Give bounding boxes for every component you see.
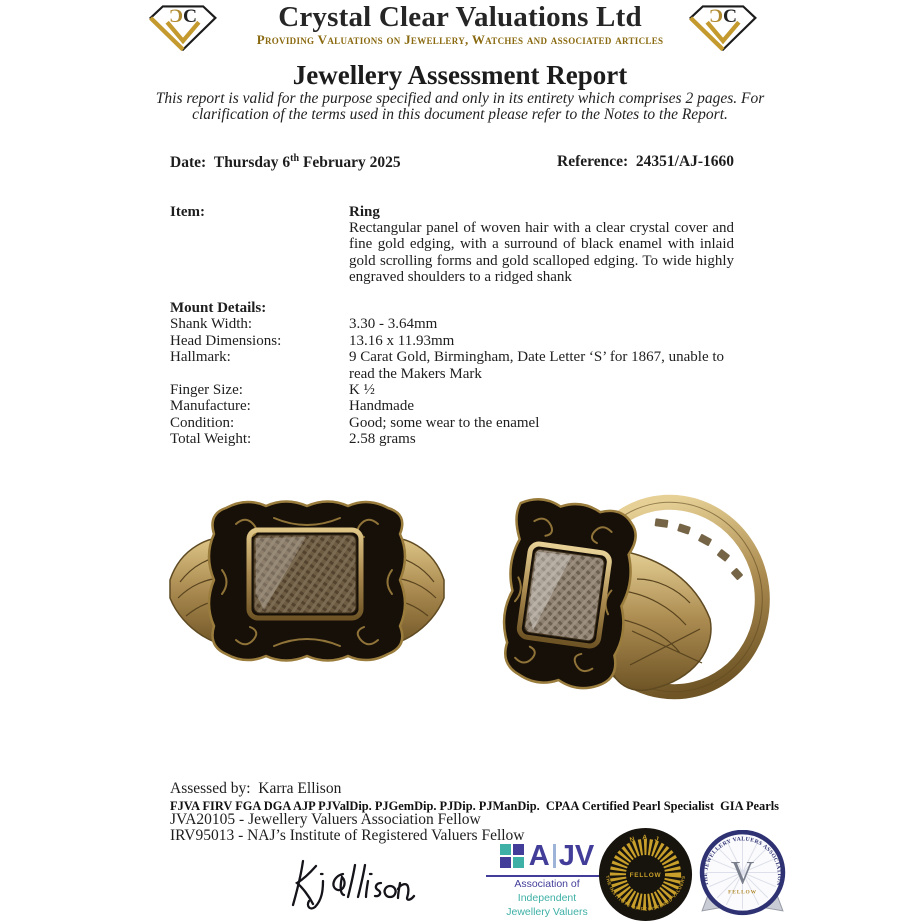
mount-row-total-weight	[170, 431, 734, 447]
mount-details	[170, 300, 734, 448]
svg-text:ƆC	[709, 6, 737, 27]
naj-center-text: FELLOW	[629, 871, 662, 879]
mount-row-finger-size	[170, 382, 734, 398]
naj-top-text: N A J	[629, 834, 663, 845]
mount-row-hallmark	[170, 349, 734, 382]
valuer-credentials: FJVA FIRV FGA DGA AJP PJValDip. PJGemDip. PJDip. PJManDip. CPAA Certified Pearl Specialist GIA Pearls	[170, 799, 779, 813]
mount-row-manufacture	[170, 398, 734, 414]
logo-letter-right: C	[723, 6, 738, 28]
membership-jva: JVA20105 - Jewellery Valuers Association Fellow	[170, 811, 481, 828]
date-value: Thursday 6	[213, 154, 291, 172]
report-title: Jewellery Assessment Report	[292, 60, 628, 90]
row-value: Good; some wear to the enamel	[349, 414, 540, 431]
disclaimer-line-1: This report is valid for the purpose specified and only in its entirety which comprises 2 pages. For	[155, 90, 765, 107]
date-label: Date:	[170, 154, 207, 172]
row-value: Handmade	[349, 398, 414, 415]
company-name: Crystal Clear Valuations Ltd	[278, 1, 642, 33]
aijv-underline	[486, 875, 608, 877]
ring-photo-side	[462, 487, 774, 709]
logo-letter-right: C	[183, 6, 198, 28]
aijv-line-3: Jewellery Valuers	[506, 906, 588, 918]
membership-irv: IRV95013 - NAJ’s Institute of Registered Valuers Fellow	[170, 827, 525, 844]
item-name: Ring	[349, 204, 380, 220]
row-label: Head Dimensions:	[170, 332, 282, 349]
row-label: Total Weight:	[170, 431, 252, 448]
aijv-acronym	[529, 841, 594, 871]
reference-label: Reference:	[557, 153, 629, 170]
row-label: Manufacture:	[170, 398, 251, 415]
row-label: Shank Width:	[170, 316, 253, 333]
mount-details-heading: Mount Details:	[170, 300, 267, 316]
jva-center-letter: V	[730, 854, 755, 891]
aijv-squares-icon	[500, 844, 524, 868]
aijv-divider	[553, 844, 556, 868]
company-tagline: Providing Valuations on Jewellery, Watches and associated articles	[256, 32, 664, 47]
aijv-letter-a: A	[528, 840, 550, 872]
jva-fellow-text: FELLOW	[728, 889, 757, 896]
naj-fellow-seal	[598, 827, 693, 922]
jva-ring-text: THE JEWELLERY VALUERS ASSOCIATION	[703, 836, 782, 887]
row-value: 9 Carat Gold, Birmingham, Date Letter ‘S’ for 1867, unable to read the Makers Mark	[349, 349, 725, 382]
aijv-letters-jv: JV	[558, 840, 595, 872]
row-value: 2.58 grams	[349, 431, 416, 448]
mount-row-shank-width	[170, 316, 734, 332]
assessed-by: Assessed by: Karra Ellison	[170, 780, 342, 797]
logo-letter-left: Ɔ	[168, 6, 183, 28]
aijv-line-2: Independent	[517, 892, 577, 904]
aijv-line-1: Association of	[514, 878, 580, 890]
mount-row-condition	[170, 415, 734, 431]
mount-row-head-dimensions	[170, 333, 734, 349]
report-reference	[557, 153, 734, 171]
row-label: Hallmark:	[170, 349, 231, 366]
ring-photo-front	[166, 494, 448, 670]
row-label: Finger Size:	[170, 382, 243, 399]
row-label: Condition:	[170, 414, 235, 431]
item-description: Rectangular panel of woven hair with a clear crystal cover and fine gold edging, with a surround of black enamel with inlaid gold scrolling forms and gold scalloped edging. To wide highly engraved shoulders to a ridged shank	[349, 220, 734, 286]
valuer-signature	[283, 853, 418, 915]
jva-fellow-seal	[696, 830, 789, 920]
row-value: K ½	[349, 382, 375, 399]
naj-ring-text: THE INSTITUTE OF REGISTERED VALUERS	[604, 875, 687, 912]
report-date	[170, 153, 401, 172]
date-ordinal: th	[290, 153, 300, 164]
aijv-logo	[486, 839, 608, 919]
row-value: 13.16 x 11.93mm	[349, 332, 455, 349]
disclaimer-line-2: clarification of the terms used in this document please refer to the Notes to the Report.	[192, 106, 728, 123]
row-value: 3.30 - 3.64mm	[349, 316, 438, 333]
date-value-rest: February 2025	[299, 154, 401, 172]
item-label: Item:	[170, 204, 205, 220]
company-diamond-logo	[687, 2, 759, 54]
reference-value: 24351/AJ-1660	[635, 153, 735, 170]
logo-letter-left: Ɔ	[708, 6, 723, 28]
